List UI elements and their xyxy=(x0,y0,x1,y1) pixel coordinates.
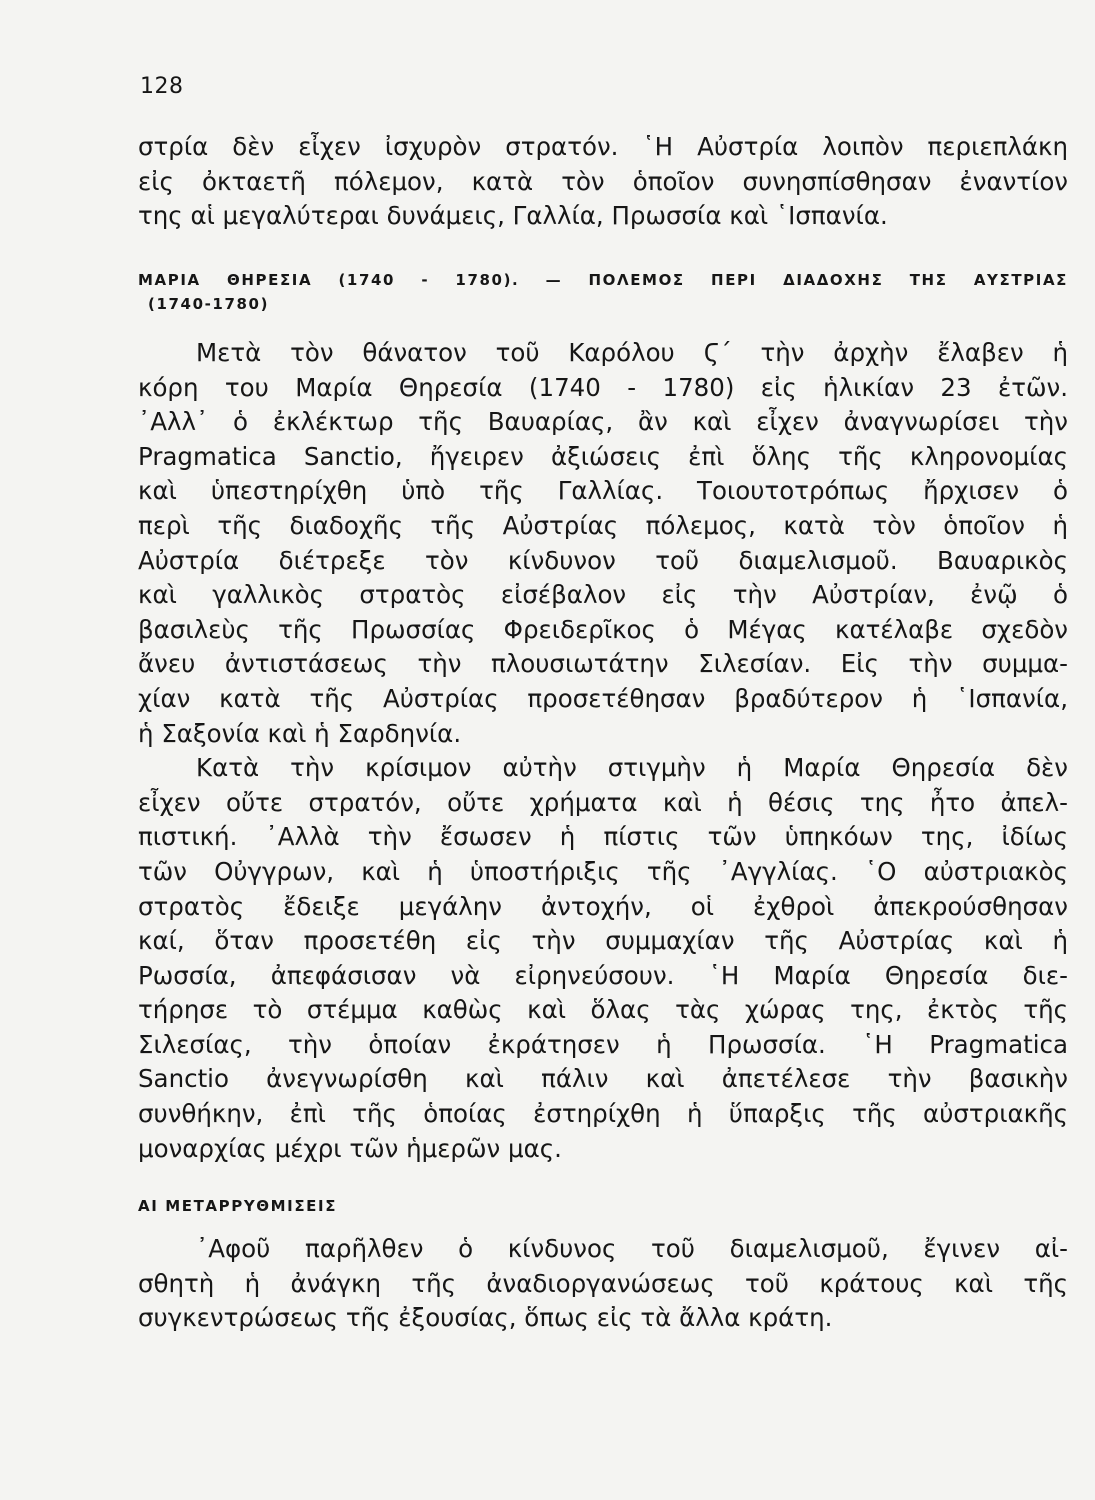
text-line: στρία δὲν εἶχεν ἰσχυρὸν στρατόν. ῾Η Αὐστρία λοιπὸν περιεπλάκη xyxy=(138,132,1068,161)
section-heading-reforms xyxy=(138,1194,1068,1218)
text-line: τῶν Οὐγγρων, καὶ ἡ ὑποστήριξις τῆς ᾽Αγγλίας. ῾Ο αὐστριακὸς xyxy=(138,856,1068,886)
text-line: ᾽Αλλ᾽ ὁ ἐκλέκτωρ τῆς Βαυαρίας, ἂν καὶ εἶχεν ἀναγνωρίσει τὴν xyxy=(138,407,1068,437)
text-line: καί, ὅταν προσετέθη εἰς τὴν συμμαχίαν τῆς Αὐστρίας καὶ ἡ xyxy=(138,926,1068,956)
text-line: συνθήκην, ἐπὶ τῆς ὁποίας ἐστηρίχθη ἡ ὕπαρξις τῆς αὐστριακῆς xyxy=(138,1099,1068,1129)
heading-line: ΜΑΡΙΑ ΘΗΡΕΣΙΑ (1740 - 1780). — ΠΟΛΕΜΟΣ ΠΕΡΙ ΔΙΑΔΟΧΗΣ ΤΗΣ ΑΥΣΤΡΙΑΣ xyxy=(138,271,1068,289)
text-line: τήρησε τὸ στέμμα καθὼς καὶ ὅλας τὰς χώρας της, ἐκτὸς τῆς xyxy=(138,995,1068,1025)
text-line: Κατὰ τὴν κρίσιμον αὐτὴν στιγμὴν ἡ Μαρία Θηρεσία δὲν xyxy=(196,753,1068,783)
heading-line: ΑΙ ΜΕΤΑΡΡΥΘΜΙΣΕΙΣ xyxy=(138,1197,338,1215)
text-line: Pragmatica Sanctio, ἤγειρεν ἀξιώσεις ἐπὶ ὅλης τῆς κληρονομίας xyxy=(138,441,1068,471)
text-line: στρατὸς ἔδειξε μεγάλην ἀντοχήν, οἱ ἐχθροὶ ἀπεκρούσθησαν xyxy=(138,891,1068,921)
text-line: Αὐστρία διέτρεξε τὸν κίνδυνον τοῦ διαμελισμοῦ. Βαυαρικὸς xyxy=(138,545,1068,575)
text-line: σθητὴ ἡ ἀνάγκη τῆς ἀναδιοργανώσεως τοῦ κράτους καὶ τῆς xyxy=(138,1268,1068,1298)
section-heading-maria-theresa xyxy=(138,268,1068,316)
paragraph-war-of-succession xyxy=(138,336,1068,1166)
text-line: περὶ τῆς διαδοχῆς τῆς Αὐστρίας πόλεμος, κατὰ τὸν ὁποῖον ἡ xyxy=(138,510,1068,540)
text-line: καὶ ὑπεστηρίχθη ὑπὸ τῆς Γαλλίας. Τοιουτοτρόπως ἤρχισεν ὁ xyxy=(138,476,1068,506)
text-line: καὶ γαλλικὸς στρατὸς εἰσέβαλον εἰς τὴν Αὐστρίαν, ἐνῷ ὁ xyxy=(138,580,1068,610)
text-line: Sanctio ἀνεγνωρίσθη καὶ πάλιν καὶ ἀπετέλεσε τὴν βασικὴν xyxy=(138,1064,1068,1094)
text-line: ᾽Αφοῦ παρῆλθεν ὁ κίνδυνος τοῦ διαμελισμοῦ, ἔγινεν αἰ- xyxy=(196,1234,1068,1263)
text-line: ἡ Σαξονία καὶ ἡ Σαρδηνία. xyxy=(138,718,462,748)
paragraph-reforms xyxy=(138,1232,1068,1336)
text-line: κόρη του Μαρία Θηρεσία (1740 - 1780) εἰς ἡλικίαν 23 ἐτῶν. xyxy=(138,372,1068,402)
text-line: Μετὰ τὸν θάνατον τοῦ Καρόλου Ϛ´ τὴν ἀρχὴν ἔλαβεν ἡ xyxy=(196,338,1068,367)
text-line: εἰς ὀκταετῆ πόλεμον, κατὰ τὸν ὁποῖον συνησπίσθησαν ἐναντίον xyxy=(138,166,1068,196)
heading-line: (1740-1780) xyxy=(148,295,270,313)
text-line: βασιλεὺς τῆς Πρωσσίας Φρειδερῖκος ὁ Μέγας κατέλαβε σχεδὸν xyxy=(138,614,1068,644)
text-line: της αἱ μεγαλύτεραι δυνάμεις, Γαλλία, Πρωσσία καὶ ῾Ισπανία. xyxy=(138,201,888,231)
text-line: Ρωσσία, ἀπεφάσισαν νὰ εἰρηνεύσουν. ῾Η Μαρία Θηρεσία διε- xyxy=(138,960,1068,990)
text-line: μοναρχίας μέχρι τῶν ἡμερῶν μας. xyxy=(138,1133,562,1163)
text-line: ἄνευ ἀντιστάσεως τὴν πλουσιωτάτην Σιλεσίαν. Εἰς τὴν συμμα- xyxy=(138,649,1068,679)
text-line: συγκεντρώσεως τῆς ἐξουσίας, ὅπως εἰς τὰ ἄλλα κράτη. xyxy=(138,1303,833,1333)
page-number: 128 xyxy=(140,74,184,99)
text-line: εἶχεν οὔτε στρατόν, οὔτε χρήματα καὶ ἡ θέσις της ἦτο ἀπελ- xyxy=(138,787,1068,817)
text-line: χίαν κατὰ τῆς Αὐστρίας προσετέθησαν βραδύτερον ἡ ῾Ισπανία, xyxy=(138,683,1068,713)
paragraph-continuation xyxy=(138,130,1068,234)
text-line: πιστική. ᾽Αλλὰ τὴν ἔσωσεν ἡ πίστις τῶν ὑπηκόων της, ἰδίως xyxy=(138,822,1068,852)
text-line: Σιλεσίας, τὴν ὁποίαν ἐκράτησεν ἡ Πρωσσία. ῾Η Pragmatica xyxy=(138,1029,1068,1059)
